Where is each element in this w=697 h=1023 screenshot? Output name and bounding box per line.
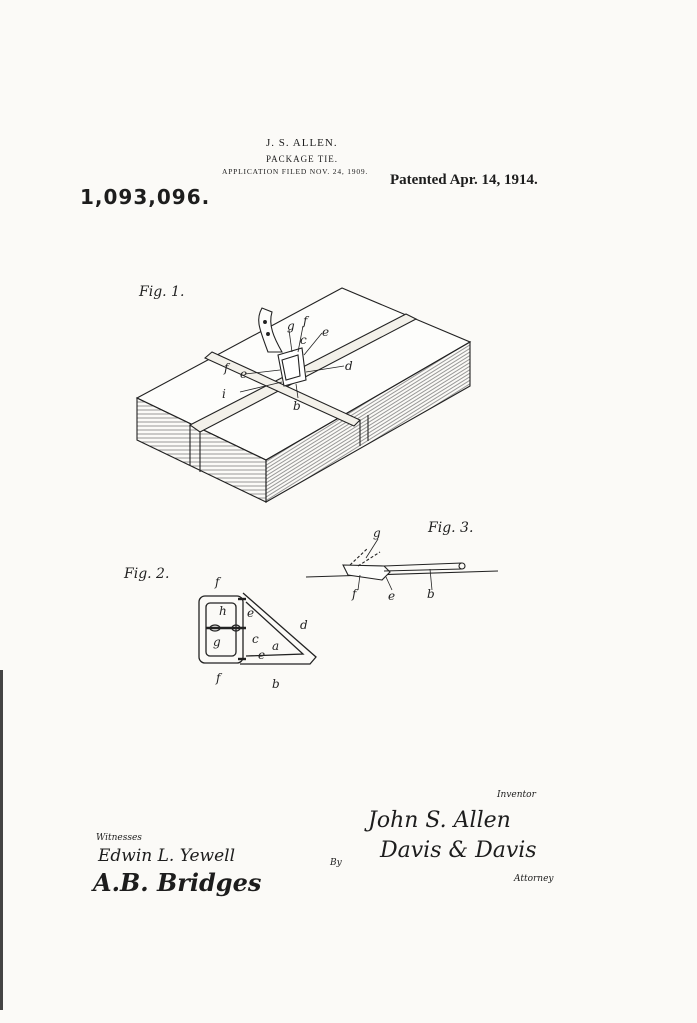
inventor-label: Inventor [497, 790, 536, 800]
witness-signature-1: Edwin L. Yewell [98, 846, 236, 866]
inventor-name: J. S. ALLEN. [266, 137, 338, 149]
fig2-ref-h: h [219, 604, 227, 618]
attorney-label: Attorney [514, 874, 554, 884]
fig1-ref-i: i [222, 387, 226, 401]
fig3-drawing [306, 539, 498, 590]
fig2-ref-e: e [247, 606, 255, 620]
fig2-ref-g: g [213, 635, 221, 649]
patent-date: Patented Apr. 14, 1914. [390, 172, 538, 188]
application-filed: APPLICATION FILED NOV. 24, 1909. [222, 167, 369, 176]
fig3-ref-e: e [388, 589, 396, 603]
fig3-ref-b: b [427, 587, 435, 601]
fig1-ref-e-left: e [240, 367, 248, 381]
fig1-ref-f: f [303, 314, 308, 328]
fig3-ref-g: g [373, 526, 381, 540]
fig1-ref-d: d [345, 359, 353, 373]
fig1-label: Fig. 1. [139, 284, 185, 300]
fig1-ref-f-left: f [224, 361, 229, 375]
fig2-ref-e-lower: e [258, 648, 266, 662]
fig3-ref-f: f [352, 587, 357, 601]
fig2-label: Fig. 2. [124, 566, 170, 582]
fig2-ref-f: f [215, 575, 220, 589]
fig1-ref-e: e [322, 325, 330, 339]
fig2-ref-c: c [252, 632, 259, 646]
by-label: By [330, 858, 342, 868]
scan-edge [0, 670, 3, 1010]
patent-title: PACKAGE TIE. [266, 154, 339, 164]
inventor-signature: John S. Allen [368, 808, 511, 833]
fig2-reference-labels [213, 575, 308, 691]
patent-number: 1,093,096. [80, 185, 211, 209]
attorney-signature: Davis & Davis [380, 838, 537, 863]
witness-signature-2: A.B. Bridges [93, 868, 262, 897]
fig1-ref-b: b [293, 399, 301, 413]
fig2-ref-a: a [272, 639, 280, 653]
fig2-ref-b: b [272, 677, 280, 691]
fig1-ref-c: c [300, 333, 307, 347]
fig1-ref-g: g [287, 319, 295, 333]
witnesses-label: Witnesses [96, 833, 142, 843]
fig2-ref-f-lower: f [216, 671, 221, 685]
fig3-label: Fig. 3. [428, 520, 474, 536]
fig2-ref-d: d [300, 618, 308, 632]
